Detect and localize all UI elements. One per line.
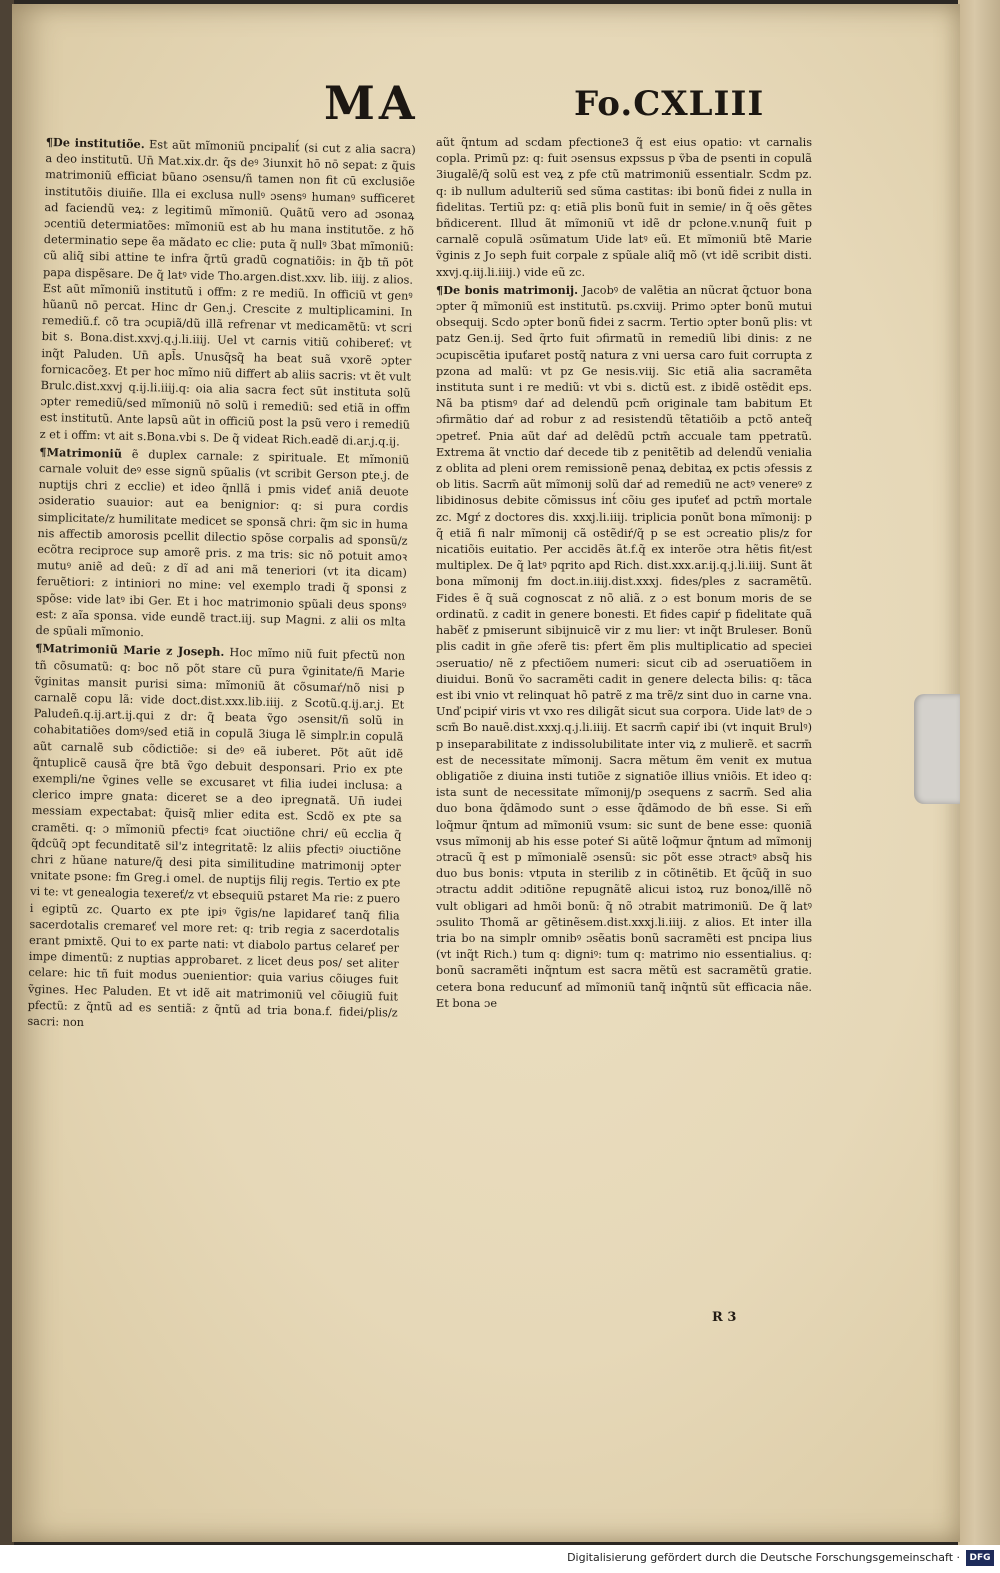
paragraph [27,640,405,1038]
book-edge-right [958,0,1000,1545]
paragraph [436,134,812,281]
book-page [12,4,960,1542]
paragraph-heading: Matrimoniũ Marie z Joseph. [42,641,225,660]
paragraph-body: Hoc mĩmo niũ fuit pfectũ non tñ cõsumatũ: q: boc nõ põt stare cũ pura ṽginitate/ñ Marie ṽginitas mansit purisi sima: mĩmoniũ ãt cõsumaŕ/nõ nisi p carnalẽ copu lã: vide doct.dist.xxx.lib.iiij. z Scotũ.q.ij.ar.j. Et Paludeñ.q.ij.art.ij.qui z dr: q̃ beata ṽgo ɔsensit/ñ solũ in cohabitatiões domꝰ/sed etiã in copulã 3iuga lẽ simplr.in copulã aũt carnalẽ sub cõdictiõe: si deꝰ eã iuberet. Põt aũt idẽ q̃ntuplicẽ causã q̃re btã ṽgo debuit desponsari. Prio ex pte exempli/ne ṽgines velle se excusaret vt filia iudei inclusa: a clerico impre gnata: diceret se a deo ipregnatã. Un̄ iudei messiam expectabat: q̃uisq̃ mlier edita est. Scdõ ex pte sa cramẽti. q: ɔ mĩmoniũ pfectiꝰ fcat ɔiuctiõne chri/ eũ ecclia q̃ q̃dcũq̃ ɔpt fecunditatẽ sil'z integritatẽ: lz aliis pfectiꝰ ɔiuctiõne chri z hũane nature/q̃ desi pita similitudine matrimonij ɔpter vnitate psone: fm Greg.i omel. de nuptijs filij regis. Tertio ex pte vi te: vt genealogia texereť/z vt ebsequiũ pstaret Ma rie: z puero i egiptũ zc. Quarto ex pte ipiꝰ ṽgis/ne lapidareť tanq̃ filia sacerdotalis cremareť vel more ret: q: trib regia z sacerdotalis erant pmixtẽ. Qui to ex parte nati: vt diabolo partus celareť per impe dimentũ: z nuptias approbaret. z licet deus pos/ set aliter celare: hic tñ fuit modus ɔuenientior: quia varius cõiuges fuit ṽgines. Hec Paluden. Et vt idẽ ait matrimoniũ vel cõiugiũ fuit pfectũ: z q̃ntũ ad es sentiã: z q̃ntũ ad tria bona.f. fidei/plis/z sacri: non [27,646,406,1029]
paragraph-heading: De bonis matrimonij. [443,282,579,297]
signature-mark: R 3 [712,1310,737,1325]
pilcrow-mark: ¶ [436,282,444,297]
footer-credit-text: Digitalisierung gefördert durch die Deutsche Forschungsgemeinschaft · [567,1551,960,1564]
paragraph-body: Jacobꝰ de valẽtia an nũcrat q̃ctuor bona ɔpter q̃ mĩmoniũ est institutũ. ps.cxviij. Primo ɔpter bonũ mutui obsequij. Scdo ɔpter bonũ fidei z sacrm. Tertio ɔpter bonũ plis: vt patz Gen.ij. Sed q̃rto fuit ɔfirmatũ in remediũ libi dinis: z ne ɔcupiscẽtia ipuťaret postq̃ natura z vni uersa caro fuit corrupta z pzona ad malũ: vt pz Ge nesis.viij. Sic etiã alia sacramẽta instituta sunt i re mediũ: vt vbi s. dictũ est. z ibidẽ ostẽdit eps. Nã ba ptismꝰ daŕ ad delendũ pcm̄ originale tam babitum Et ɔfirmãtio daŕ ad robur z ad resistendũ tẽtatiõib a pctõ anteq̃ ɔpetreť. Pnia aũt daŕ ad delẽdũ pctm̄ accuale tam ppetratũ. Extrema ãt vnctio daŕ decede tib z penitẽtib ad delendũ venialia z oblita ad pleni orem remissionẽ penaꝝ debitaꝝ ex pctis ɔfessis z ob litis. Sacrm̄ aũt mĩmonij solũ daŕ ad remediũ ne actꝰ venereꝰ z libidinosus debite cõmissus int́ cõiu ges ipuťeť ad pctm̄ mortale zc. Mgŕ z doctores dis. xxxj.li.iiij. triplicia ponũt bona mĩmonij: p q̃ etiã fi nalr mĩmonij cã ostẽdiŕ/q̃ p se est ɔcreatio plis/z for nicatiõis euitatio. Per accidẽs ãt.f.q̃ ex interõe ɔtra hẽtis fit/est multiplex. De q̃ latꝰ pqrito apd Rich. dist.xxx.ar.ij.q.j.li.iiij. Sunt ãt bona mĩmonij fm doct.in.iiij.dist.xxxj. fides/ples z sacramẽtũ. Fides ẽ q̃ suã cognoscat z nõ aliã. z ɔ est bonum moris de se ordinatũ. z cadit in genere bonesti. Et fides capiŕ p fidelitate quã habẽť z pmiserunt sibijnuicẽ vir z mu lier: vt inq̃t Bruleser. Bonũ plis cadit in gñe ɔferẽ tis: pfert ẽm plis multiplicatio ad speciei ɔseruatio/ nẽ z pfectiõem numeri: sicut cib ad ɔseruatiõem in diuidui. Bonũ ṽo sacramẽti cadit in genere delecta bilis: q: tãca est ibi vnio vt relinquat hõ patrẽ z ma trẽ/z sint duo in carne vna. Unď pcipiŕ viris vt vxo res diligãt sicut sua corpora. Uide latꝰ de ɔ scm̄ Bo nauẽ.dist.xxxj.q.j.li.iiij. Et sacrm̄ capiŕ ibi (vt inquit Brulꝰ) p inseparabilitate z indissolubilitate inter viꝝ z mulierẽ. et sacrm̄ est de necessitate mĩmonij. Sacra mẽtum ẽm venit ex mutua obligatiõe z diuina insti tutiõe z signatiõe illius vniõis. Et ideo q: ista sunt de necessitate mĩmonij/p ɔsequens z sacrm̄. Sed alia duo bona q̃dãmodo sunt ɔ esse q̃dãmodo de bñ esse. Si em̃ loq̃mur q̃ntum ad mĩmoniũ vsum: sic sunt de bene esse: quoniã vsus mĩmonij ab his esse poteŕ Si aũtẽ loq̃mur q̃ntum ad mĩmonij ɔtracũ q̃ est p mĩmonialẽ ɔsensũ: sic põt esse ɔtractꝰ absq̃ his duo bus bonis: vtputa in sterilib z in cõtinẽtib. Et q̃cũq̃ in suo ɔtractu addit ɔditiõne repugnãtẽ alicui istoꝝ ruz bonoꝝ/illẽ nõ vult obligari ad hmõi bonũ: q̃ nõ ɔtrabit matrimoniũ. De q̃ latꝰ ɔsulito Thomã ar gẽtinẽsem.dist.xxxj.li.iiij. z alios. Et inter illa tria bo na simplr omnibꝰ ɔsẽatis bonũ sacramẽti est pncipa lius (vt inq̃t Rich.) tum q: digniꝰ: tum q: matrimo nio essentialius. q: bonũ sacramẽti inq̃ntum est sacra mẽtũ est sacramẽtũ gratie. cetera bona reducunť ad mĩmoniũ tanq̃ inq̃ntũ sũt efficacia nãe. Et bona ɔe [436,283,813,1010]
pilcrow-mark: ¶ [45,134,54,150]
running-head [312,76,872,136]
left-text-column [27,134,416,1039]
pilcrow-mark: ¶ [35,641,43,656]
right-text-column [436,134,812,1013]
paragraph [436,282,812,1012]
paragraph-heading: De institutiõe. [52,135,145,152]
running-head-letters: MA [324,76,419,130]
pilcrow-mark: ¶ [39,444,47,459]
paragraph-body: Est aũt mĩmoniũ pncipalit́ (si cut z alia sacra) a deo institutũ. Un̄ Mat.xix.dr. q̃s deꝰ 3iunxit hō nō sepat: z q̃uis matrimoniũ efficiat bũano ɔsensu/ñ tamen non fit cū exclusiõe institutõis diuiñe. Illa ei exclusa nullꝰ ɔsensꝰ humanꝰ sufficeret ad faciendũ veꝝ: z legitimũ mĩmoniũ. Quãtũ vero ad ɔsonaꝝ ɔcentiũ determiatões: mĩmoniũ est ab hu mana institutõe. z hõ determinatio sepe ẽa mãdato ec clie: puta q̃ nullꝰ 3bat mĩmoniũ: cũ aliq̃ sibi attine te infra q̃rtũ gradũ cognatiõis: in q̃b tñ pōt papa dispẽsare. De q̃ latꝰ vide Tho.argen.dist.xxv. lib. iiij. z alios. Est aũt mĩmoniũ institutũ i offm: z re mediũ. In officiũ vt genꝰ hũanũ nō percat. Hinc dr Gen.j. Crescite z multiplicamini. In remediũ.f. cõ tra ɔcupiã/dũ illã refrenar vt medicamẽtũ: vt scri bit s. Bona.dist.xxvj.q.j.li.iiij. Uel vt carnis vitiũ cohibereť: vt inq̃t Paluden. Un̄ apl̄s. Unusq̃sq̃ ha beat suã vxorẽ ɔpter fornicacõeƺ. Et per hoc mĩmo niũ differt ab aliis sacris: vt ẽt vult Brulc.dist.xxvj q.ij.li.iiij.q: oia alia sacra fect sūt instituta solũ ɔpter remediũ/sed mĩmoniũ nō solũ i remediũ: sed etiã in offm est institutũ. Ante lapsũ aũt in officiũ post la psũ vero i remediũ z et i offm: vt ait s.Bona.vbi s. De q̃ videat Rich.eadẽ di.ar.j.q.ij. [39,138,416,449]
dfg-logo: DFG [966,1550,994,1566]
page-clip [914,694,960,804]
paragraph [40,134,416,451]
paragraph [35,444,409,647]
paragraph-body: ẽ duplex carnale: z spirituale. Et mĩmoniũ carnale voluit deꝰ esse signũ spũalis (vt scribit Gerson pte.j. de nuptijs chri z ecclie) et ideo q̃nllã i pmis videť aniã deuote ɔsideratio suauior: aut ea benignior: q: si pura cordis simplicitate/z humilitate medicet se sponsã chri: q̃m sic in huma nis affectib amorosis pcellit dilectio spõse corpalis ad sponsũ/z ecõtra reciproce sup amorẽ pris. z ma tris: sic nõ potuit amoꝛ mutuꝰ aniẽ ad deũ: z dĩ ad ani mã teneriori (vt ita dicam) feruẽtiori: z intiniori no mine: vel exemplo tradi q̃ sponsi z spõse: vide latꝰ ibi Ger. Et i hoc matrimonio spũali deus sponsꝰ est: z aĩa sponsa. vide eundẽ tract.iij. sup Magni. z alii os mlta de spũali mĩmonio. [35,447,410,640]
paragraph-heading: Matrimoniũ [46,444,123,461]
paragraph-body: aũt q̃ntum ad scdam pfectione3 q̃ est eius opatio: vt carnalis copla. Primũ pz: q: fuit ɔsensus expssus p ṽba de psenti in copulã 3iugalẽ/q̃ solũ est veꝝ z pfe ctũ matrimoniũ essentialr. Scdm pz. q: ib nullum adulteriũ sed sũma castitas: ibi bonũ fidei z nulla in fidelitas. Tertiũ pz: q: etiã plis bonũ fuit in semie/ in q̃ oẽs gẽtes bñdicerent. Illud ãt mĩmoniũ vt idẽ dr pcłone.v.nunq̃ fuit p carnalẽ copulã ɔsũmatum Uide latꝰ eũ. Et mĩmoniũ btẽ Marie ṽginis z Jo seph fuit corpale z spũale aliq̃ mõ (vt idẽ scribit disti. xxvj.q.iij.li.iiij.) vide eũ zc. [436,136,812,279]
folio-number: Fo.CXLIII [574,84,765,124]
digitization-footer [0,1545,1000,1573]
